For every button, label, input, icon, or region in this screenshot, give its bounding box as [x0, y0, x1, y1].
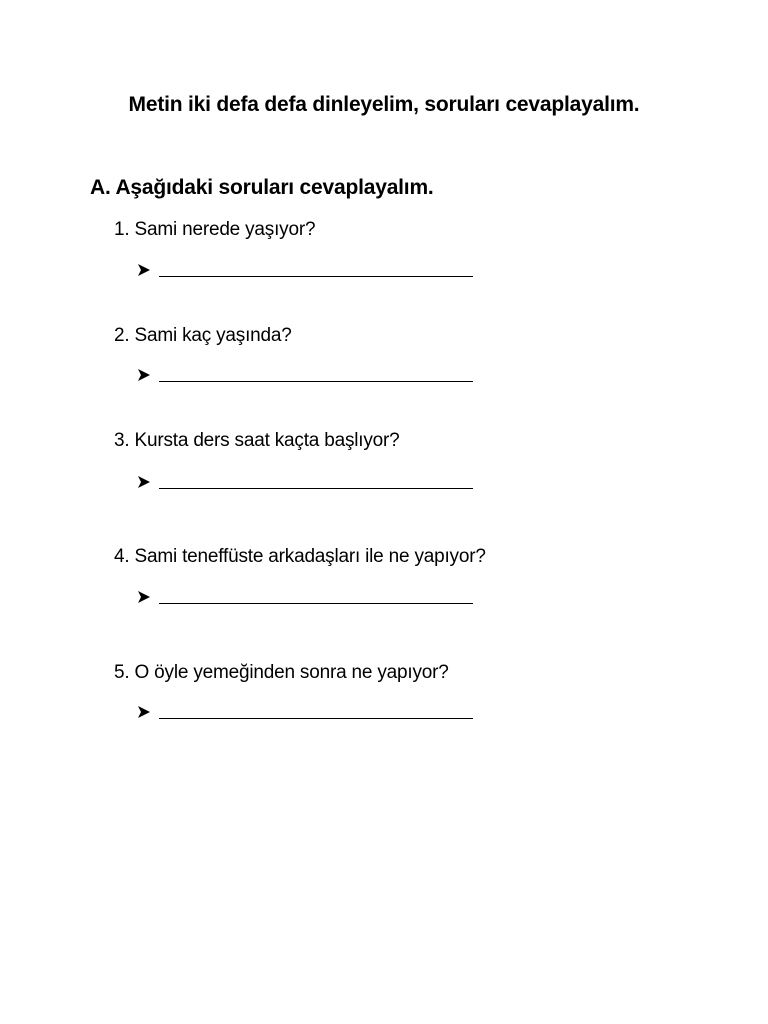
answer-blank-4[interactable]	[159, 603, 473, 604]
answer-row-5	[137, 699, 473, 725]
answer-row-2	[137, 362, 473, 388]
answer-row-1	[137, 257, 473, 283]
answer-blank-1[interactable]	[159, 276, 473, 277]
answer-row-4	[137, 584, 473, 610]
arrow-bullet-icon	[137, 368, 151, 382]
question-5: 5. O öyle yemeğinden sonra ne yapıyor?	[114, 662, 449, 683]
instruction-heading: Metin iki defa defa dinleyelim, soruları cevaplayalım.	[128, 93, 640, 116]
question-4: 4. Sami teneffüste arkadaşları ile ne yapıyor?	[114, 546, 486, 567]
question-2: 2. Sami kaç yaşında?	[114, 325, 292, 346]
question-1: 1. Sami nerede yaşıyor?	[114, 219, 316, 240]
arrow-bullet-icon	[137, 475, 151, 489]
arrow-bullet-icon	[137, 705, 151, 719]
section-title: A. Aşağıdaki soruları cevaplayalım.	[90, 176, 434, 199]
arrow-bullet-icon	[137, 263, 151, 277]
answer-blank-2[interactable]	[159, 381, 473, 382]
answer-row-3	[137, 469, 473, 495]
answer-blank-3[interactable]	[159, 488, 473, 489]
question-3: 3. Kursta ders saat kaçta başlıyor?	[114, 430, 400, 451]
arrow-bullet-icon	[137, 590, 151, 604]
answer-blank-5[interactable]	[159, 718, 473, 719]
